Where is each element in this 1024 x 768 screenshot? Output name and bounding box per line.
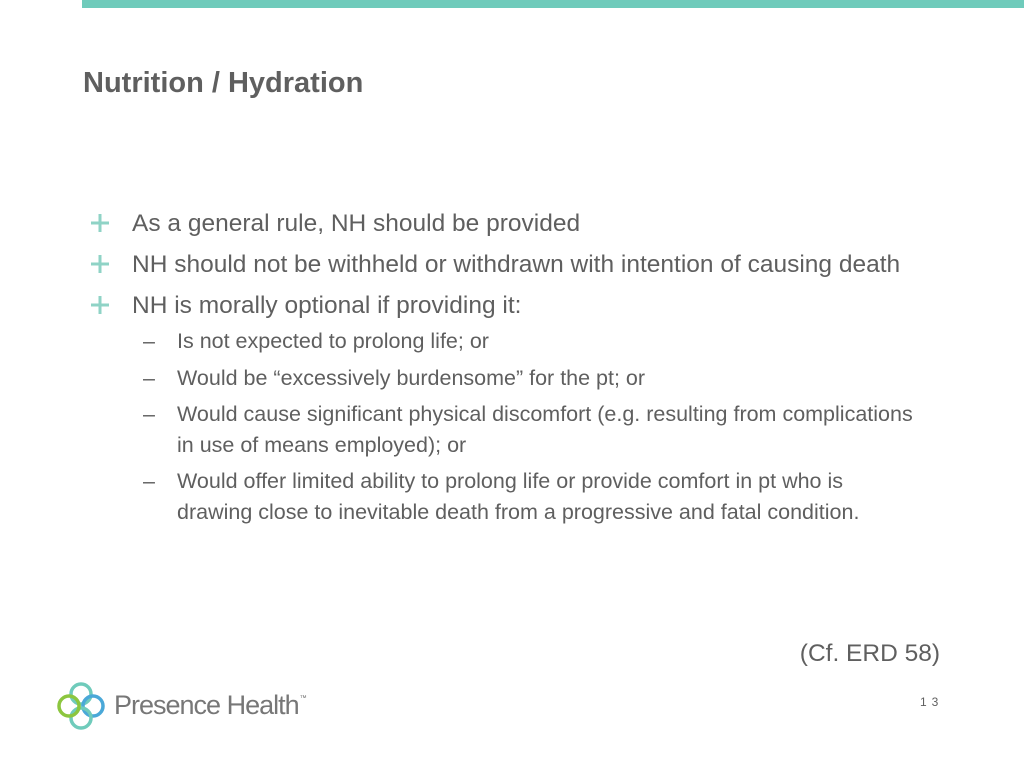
presence-health-logo — [56, 681, 306, 731]
bullet-list — [90, 207, 920, 535]
dash-marker: – — [143, 402, 155, 426]
sub-bullet-item — [132, 363, 920, 394]
dash-marker: – — [143, 329, 155, 353]
top-accent-bar — [82, 0, 1024, 8]
presence-health-logo-icon — [56, 681, 106, 731]
slide-title: Nutrition / Hydration — [83, 67, 364, 99]
plus-icon — [90, 289, 112, 322]
logo-name: Presence Health — [114, 689, 299, 720]
sub-bullet-list — [132, 326, 920, 527]
dash-marker: – — [143, 365, 155, 390]
bullet-item — [90, 289, 920, 527]
sub-bullet-item — [132, 466, 920, 527]
logo-wordmark — [114, 690, 306, 721]
bullet-text: NH is morally optional if providing it: — [132, 292, 522, 319]
bullet-text: NH should not be withheld or withdrawn with intention of causing death — [132, 251, 901, 278]
sub-bullet-item — [132, 326, 920, 357]
logo-trademark: ™ — [299, 694, 306, 702]
citation: (Cf. ERD 58) — [799, 640, 940, 667]
sub-bullet-text: Would be “excessively burdensome” for the pt; or — [177, 365, 646, 390]
bullet-item — [90, 207, 920, 240]
bullet-item — [90, 248, 920, 281]
sub-bullet-item — [132, 399, 920, 460]
bullet-text: As a general rule, NH should be provided — [132, 210, 581, 237]
page-number: 13 — [920, 695, 944, 709]
plus-icon — [90, 207, 112, 240]
sub-bullet-text: Would cause significant physical discomfort (e.g. resulting from complications in use of means employed); or — [177, 402, 913, 457]
sub-bullet-text: Would offer limited ability to prolong life or provide comfort in pt who is drawing close to inevitable death from a progressive and fatal condition. — [177, 469, 860, 524]
plus-icon — [90, 248, 112, 281]
sub-bullet-text: Is not expected to prolong life; or — [177, 329, 489, 353]
dash-marker: – — [143, 469, 155, 493]
